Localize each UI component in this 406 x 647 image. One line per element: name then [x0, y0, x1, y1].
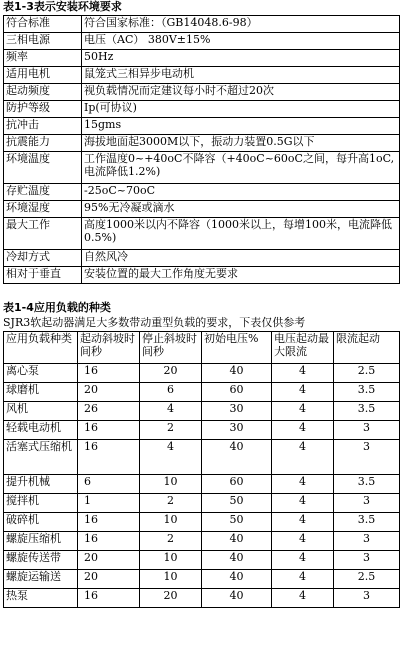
load-row: [4, 570, 400, 589]
env-value: 95%无冷凝或滴水: [82, 201, 400, 218]
load-name-cell: 轻载电动机: [4, 421, 78, 440]
load-row: [4, 589, 400, 608]
env-label: 符合标准: [4, 16, 82, 33]
load-value-cell: 20: [78, 383, 140, 402]
env-value: 符合国家标准：（GB14048.6-98）: [82, 16, 400, 33]
load-value-cell: 3: [334, 440, 400, 475]
load-value-cell: 40: [202, 364, 272, 383]
load-name-cell: 提升机械: [4, 475, 78, 494]
env-value: 视负载情况而定建议每小时不超过20次: [82, 84, 400, 101]
load-value-cell: 16: [78, 513, 140, 532]
env-label: 频率: [4, 50, 82, 67]
load-name-cell: 螺旋运输送: [4, 570, 78, 589]
table2-intro: SJR3软起动器满足大多数带动重型负载的要求，下表仅供参考: [3, 316, 306, 329]
load-value-cell: 10: [140, 551, 202, 570]
env-label: 起动频度: [4, 84, 82, 101]
load-value-cell: 16: [78, 421, 140, 440]
load-value-cell: 3: [334, 551, 400, 570]
load-value-cell: 4: [272, 402, 334, 421]
load-name-cell: 螺旋压缩机: [4, 532, 78, 551]
load-table-header: [4, 332, 400, 364]
load-value-cell: 10: [140, 475, 202, 494]
env-row: [4, 50, 400, 67]
load-value-cell: 2: [140, 532, 202, 551]
load-row: [4, 402, 400, 421]
column-header: 电压起动最大限流: [272, 332, 334, 364]
load-value-cell: 26: [78, 402, 140, 421]
load-name-cell: 球磨机: [4, 383, 78, 402]
load-row: [4, 421, 400, 440]
load-value-cell: 10: [140, 513, 202, 532]
load-value-cell: 4: [272, 551, 334, 570]
load-value-cell: 4: [272, 513, 334, 532]
load-name-cell: 离心泵: [4, 364, 78, 383]
load-row: [4, 364, 400, 383]
load-value-cell: 2: [140, 421, 202, 440]
load-value-cell: 3.5: [334, 383, 400, 402]
env-label: 环境湿度: [4, 201, 82, 218]
load-value-cell: 40: [202, 589, 272, 608]
environment-table: [3, 15, 400, 284]
load-value-cell: 60: [202, 383, 272, 402]
env-value: 工作温度0~+40oC不降容（+40oC~60oC之间，每升高1oC,电流降低1.2%): [82, 152, 400, 184]
column-header: 应用负载种类: [4, 332, 78, 364]
load-value-cell: 16: [78, 532, 140, 551]
load-value-cell: 2: [140, 494, 202, 513]
load-value-cell: 2.5: [334, 364, 400, 383]
env-value: 电压（AC） 380V±15%: [82, 33, 400, 50]
load-value-cell: 4: [272, 532, 334, 551]
env-label: 防护等级: [4, 101, 82, 118]
load-name-cell: 风机: [4, 402, 78, 421]
load-name-cell: 活塞式压缩机: [4, 440, 78, 475]
env-row: [4, 184, 400, 201]
env-label: 适用电机: [4, 67, 82, 84]
env-row: [4, 267, 400, 284]
env-value: 高度1000米以内不降容（1000米以上，每增100米，电流降低0.5%): [82, 218, 400, 250]
load-value-cell: 4: [272, 383, 334, 402]
load-row: [4, 513, 400, 532]
load-value-cell: 4: [272, 589, 334, 608]
load-row: [4, 494, 400, 513]
load-name-cell: 搅拌机: [4, 494, 78, 513]
load-name-cell: 螺旋传送带: [4, 551, 78, 570]
load-row: [4, 532, 400, 551]
load-value-cell: 3: [334, 589, 400, 608]
env-label: 冷却方式: [4, 250, 82, 267]
load-value-cell: 3: [334, 532, 400, 551]
env-label: 抗震能力: [4, 135, 82, 152]
load-value-cell: 10: [140, 570, 202, 589]
load-types-table: [3, 331, 400, 608]
load-name-cell: 破碎机: [4, 513, 78, 532]
load-value-cell: 2.5: [334, 570, 400, 589]
load-value-cell: 16: [78, 589, 140, 608]
env-row: [4, 135, 400, 152]
document: [3, 0, 403, 608]
env-label: 三相电源: [4, 33, 82, 50]
load-value-cell: 3: [334, 494, 400, 513]
load-value-cell: 20: [78, 551, 140, 570]
load-value-cell: 6: [78, 475, 140, 494]
table1-title: 表1-3表示安装环境要求: [3, 0, 122, 13]
load-value-cell: 4: [272, 440, 334, 475]
load-name-cell: 热泵: [4, 589, 78, 608]
load-value-cell: 3.5: [334, 513, 400, 532]
env-label: 最大工作: [4, 218, 82, 250]
env-label: 存贮温度: [4, 184, 82, 201]
load-value-cell: 16: [78, 440, 140, 475]
load-value-cell: 4: [272, 364, 334, 383]
column-header: 起动斜坡时间秒: [78, 332, 140, 364]
load-value-cell: 3.5: [334, 475, 400, 494]
load-value-cell: 60: [202, 475, 272, 494]
env-row: [4, 152, 400, 184]
load-value-cell: 4: [140, 440, 202, 475]
load-value-cell: 50: [202, 513, 272, 532]
load-value-cell: 3.5: [334, 402, 400, 421]
env-row: [4, 84, 400, 101]
load-value-cell: 40: [202, 440, 272, 475]
load-value-cell: 20: [78, 570, 140, 589]
load-row: [4, 551, 400, 570]
column-header: 初始电压%: [202, 332, 272, 364]
column-header: 限流起动: [334, 332, 400, 364]
env-row: [4, 101, 400, 118]
env-row: [4, 33, 400, 50]
load-value-cell: 16: [78, 364, 140, 383]
env-value: 鼠笼式三相异步电动机: [82, 67, 400, 84]
env-row: [4, 201, 400, 218]
load-row: [4, 440, 400, 475]
env-row: [4, 250, 400, 267]
env-value: 自然风冷: [82, 250, 400, 267]
load-value-cell: 4: [272, 494, 334, 513]
env-value: 安装位置的最大工作角度无要求: [82, 267, 400, 284]
env-label: 环境温度: [4, 152, 82, 184]
load-value-cell: 30: [202, 402, 272, 421]
load-value-cell: 4: [140, 402, 202, 421]
load-row: [4, 475, 400, 494]
env-value: -25oC~70oC: [82, 184, 400, 201]
column-header: 停止斜坡时间秒: [140, 332, 202, 364]
env-row: [4, 67, 400, 84]
load-value-cell: 1: [78, 494, 140, 513]
load-row: [4, 383, 400, 402]
load-value-cell: 40: [202, 551, 272, 570]
load-value-cell: 20: [140, 364, 202, 383]
env-label: 抗冲击: [4, 118, 82, 135]
env-value: 15gms: [82, 118, 400, 135]
load-value-cell: 4: [272, 570, 334, 589]
env-label: 相对于垂直: [4, 267, 82, 284]
load-value-cell: 50: [202, 494, 272, 513]
load-value-cell: 40: [202, 532, 272, 551]
env-value: 海拔地面起3000M以下，振动力装置0.5G以下: [82, 135, 400, 152]
load-value-cell: 20: [140, 589, 202, 608]
env-value: Ip(可协议): [82, 101, 400, 118]
table2-title: 表1-4应用负载的种类: [3, 301, 111, 314]
env-value: 50Hz: [82, 50, 400, 67]
load-value-cell: 4: [272, 475, 334, 494]
env-row: [4, 118, 400, 135]
load-value-cell: 4: [272, 421, 334, 440]
env-row: [4, 16, 400, 33]
load-value-cell: 6: [140, 383, 202, 402]
load-value-cell: 40: [202, 570, 272, 589]
load-value-cell: 30: [202, 421, 272, 440]
env-row: [4, 218, 400, 250]
load-value-cell: 3: [334, 421, 400, 440]
